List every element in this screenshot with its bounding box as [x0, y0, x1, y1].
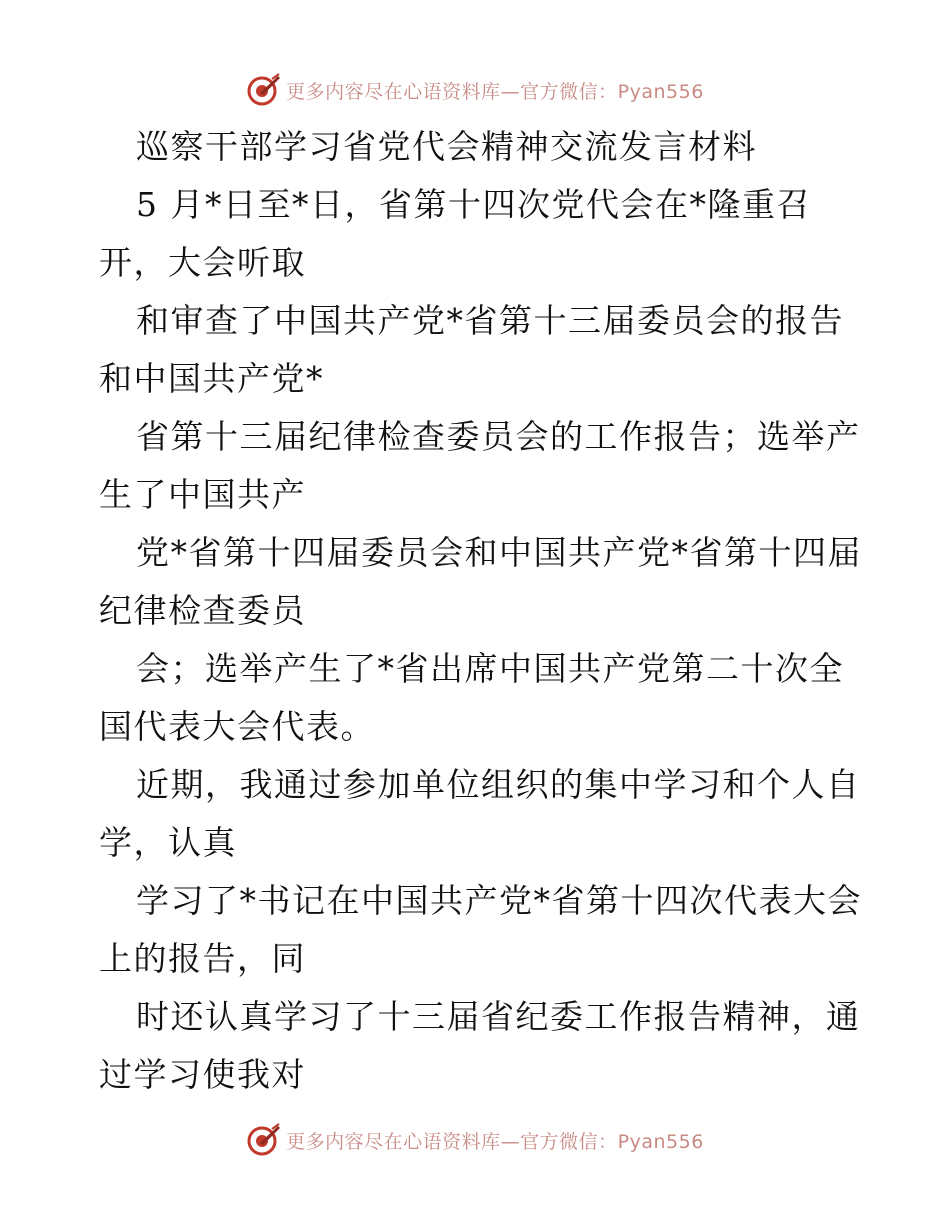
document-text-line: 和审查了中国共产党*省第十三届委员会的报告: [136, 301, 844, 340]
document-text-line: 过学习使我对: [99, 1055, 306, 1094]
header-banner-text: 更多内容尽在心语资料库—官方微信：Pyan556: [286, 80, 704, 103]
header-banner: [0, 72, 950, 108]
quill-seal-logo-icon: [246, 73, 282, 107]
document-text-line: 上的报告，同: [99, 939, 306, 978]
footer-banner: [0, 1122, 950, 1158]
document-text-line: 和中国共产党*: [99, 359, 324, 398]
document-text-line: 近期，我通过参加单位组织的集中学习和个人自: [136, 765, 861, 804]
document-text-line: 纪律检查委员: [99, 591, 306, 630]
document-text-line: 开，大会听取: [99, 243, 306, 282]
quill-seal-logo-icon: [246, 1123, 282, 1157]
document-text-line: 会；选举产生了*省出席中国共产党第二十次全: [136, 649, 844, 688]
document-text-line: 时还认真学习了十三届省纪委工作报告精神，通: [136, 997, 861, 1036]
document-text-line: 学，认真: [99, 823, 237, 862]
document-text-line: 国代表大会代表。: [99, 707, 375, 746]
footer-banner-text: 更多内容尽在心语资料库—官方微信：Pyan556: [286, 1130, 704, 1153]
document-text-line: 5 月*日至*日，省第十四次党代会在*隆重召: [136, 185, 811, 224]
document-body: [99, 118, 862, 1104]
document-text-line: 学习了*书记在中国共产党*省第十四次代表大会: [136, 881, 862, 920]
document-text-line: 生了中国共产: [99, 475, 306, 514]
document-text-line: 党*省第十四届委员会和中国共产党*省第十四届: [136, 533, 862, 572]
document-title-line: 巡察干部学习省党代会精神交流发言材料: [136, 127, 757, 166]
document-text-line: 省第十三届纪律检查委员会的工作报告；选举产: [136, 417, 861, 456]
